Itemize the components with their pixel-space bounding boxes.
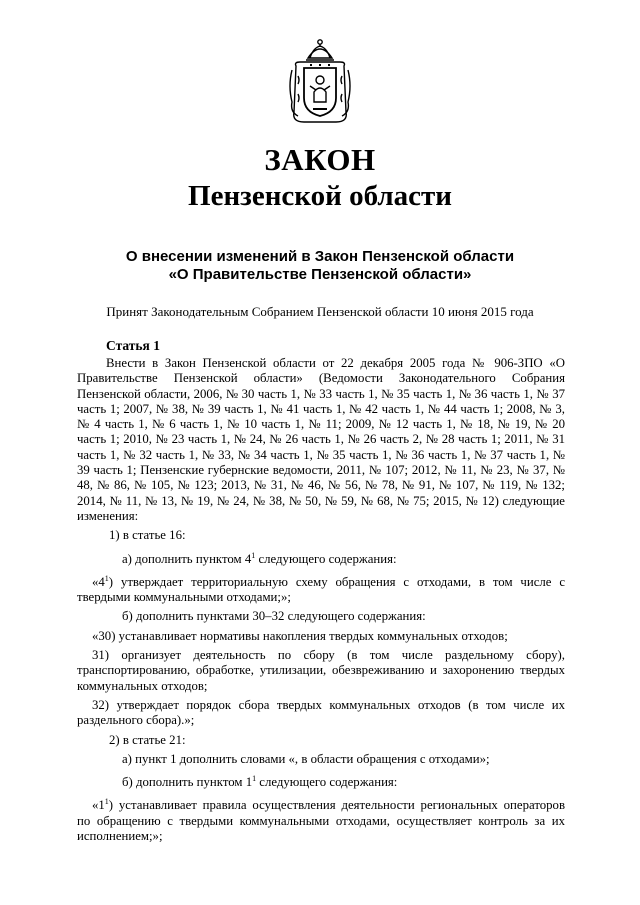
item-2b: б) дополнить пунктом $1^1$ следующего содержания:: [122, 774, 398, 790]
item-1a: а) дополнить пунктом $4^1$ следующего содержания:: [122, 550, 397, 566]
paragraph-30: «30) устанавливает нормативы накопления твердых коммунальных отходов;: [92, 628, 508, 643]
item-2a: а) пункт 1 дополнить словами «, в области обращения с отходами»;: [122, 751, 490, 766]
item-2: 2) в статье 21:: [109, 732, 186, 747]
paragraph-1-1: «$1^1$) устанавливает правила осуществления деятельности региональных операторов по обращению с твердыми коммунальными отходами, осуществляет контроль за их исполнением;»;: [77, 797, 565, 844]
article-body: [77, 356, 565, 844]
document-subtitle: Пензенской области: [188, 180, 452, 212]
item-1b: б) дополнить пунктами 30–32 следующего содержания:: [122, 609, 426, 624]
law-heading-line1: О внесении изменений в Закон Пензенской области: [125, 248, 515, 265]
paragraph-32: 32) утверждает порядок сбора твердых коммунальных отходов (в том числе их раздельного сбора).»;: [77, 697, 565, 728]
paragraph-31: 31) организует деятельность по сбору (в том числе раздельному сбору), транспортированию, обработке, утилизации, обезвреживанию и захоронению твердых коммунальных отходов;: [77, 648, 565, 693]
law-heading-line2: «О Правительстве Пензенской области»: [168, 266, 472, 283]
paragraph-4-1: «$4^1$) утверждает территориальную схему обращения с отходами, в том числе с твердыми коммунальными отходами;»;: [77, 573, 565, 605]
coat-of-arms-emblem: [286, 36, 354, 126]
article-intro: Внести в Закон Пензенской области от 22 декабря 2005 года № 906-ЗПО «О Правительстве Пензенской области» (Ведомости Законодательного Собрания Пензенской области, 2006, № 30 часть 1, № 33 часть 1, № 35 часть 1, № 36 часть 1, № 37 часть 1; 2007, № 38, № 39 часть 1, № 41 часть 1, № 42 часть 1, № 44 часть 1; 2008, № 3, № 4 часть 1, № 6 часть 1, № 10 часть 1, № 11; 2009, № 12 часть 1, № 18, № 19, № 20 часть 1; 2010, № 23 часть 1, № 24, № 26 часть 1, № 26 часть 2, № 28 часть 1; 2011, № 31 часть 1, № 32 часть 1, № 33, № 34 часть 1, № 35 часть 1, № 36 часть 1, № 37 часть 1, № 39 часть 1; Пензенские губернские ведомости, 2011, № 107; 2012, № 11, № 23, № 37, № 48, № 86, № 105, № 123; 2013, № 31, № 46, № 56, № 78, № 91, № 107, № 119, № 132; 2014, № 11, № 13, № 19, № 24, № 38, № 50, № 59, № 68, № 75; 2015, № 12) следующие изменения:: [77, 356, 565, 523]
document-title: ЗАКОН: [264, 142, 376, 177]
item-1: 1) в статье 16:: [109, 528, 186, 543]
article-title: Статья 1: [106, 338, 160, 353]
adoption-note: Принят Законодательным Собранием Пензенской области 10 июня 2015 года: [106, 304, 534, 319]
